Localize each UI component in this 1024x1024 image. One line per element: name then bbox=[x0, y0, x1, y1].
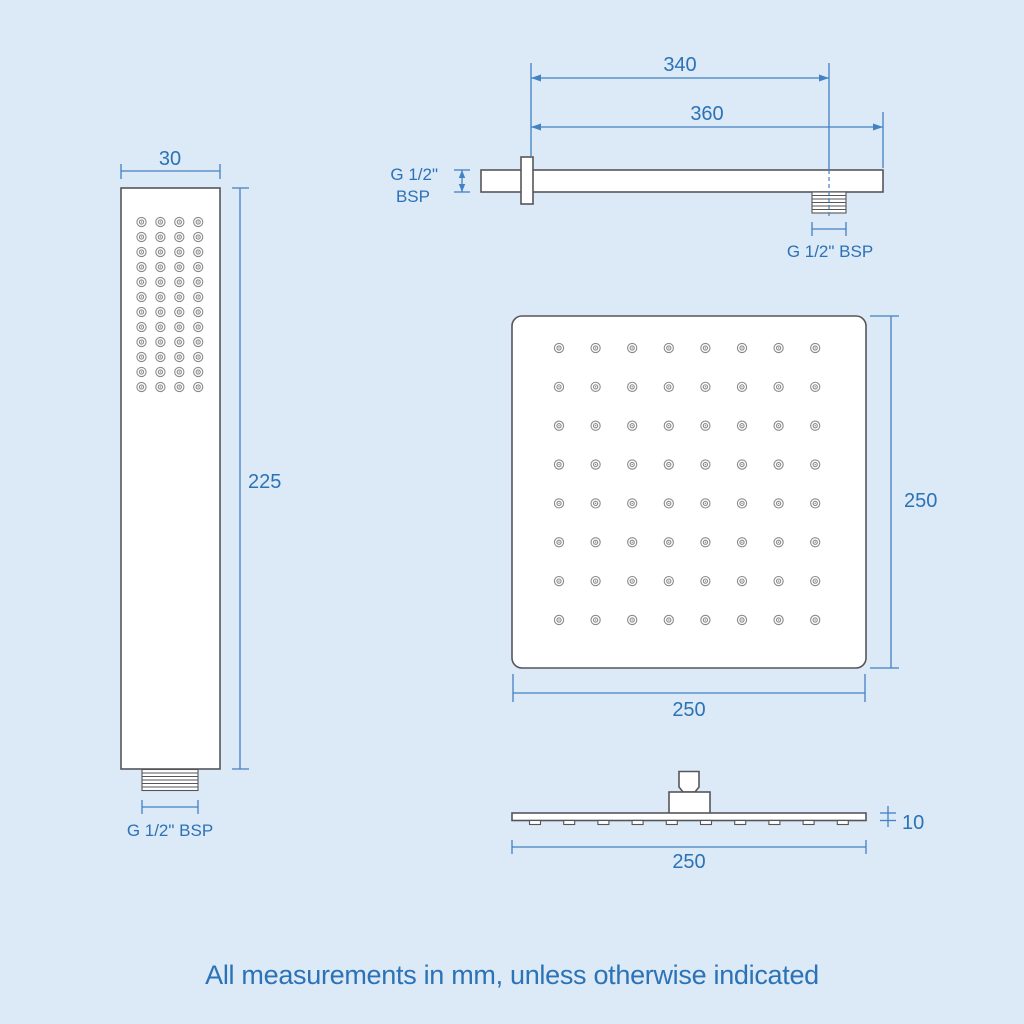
nozzle-tab bbox=[803, 821, 814, 825]
nozzle-icon bbox=[778, 425, 779, 426]
nozzle-icon bbox=[141, 356, 142, 357]
nozzle-icon bbox=[160, 266, 161, 267]
nozzle-icon bbox=[558, 347, 559, 348]
shower-head-plate bbox=[512, 316, 866, 668]
arm-inlet-dimension bbox=[390, 165, 470, 206]
nozzle-icon bbox=[160, 341, 161, 342]
nozzle-icon bbox=[778, 619, 779, 620]
head-thickness-dimension bbox=[880, 806, 924, 834]
nozzle-icon bbox=[668, 425, 669, 426]
nozzle-icon bbox=[558, 503, 559, 504]
hand-shower-connector-dimension bbox=[127, 800, 213, 840]
nozzle-icon bbox=[705, 347, 706, 348]
nozzle-icon bbox=[141, 281, 142, 282]
nozzle-icon bbox=[558, 425, 559, 426]
nozzle-icon bbox=[741, 425, 742, 426]
nozzle-icon bbox=[141, 236, 142, 237]
nozzle-icon bbox=[160, 386, 161, 387]
shower-arm-wall-flange bbox=[521, 157, 533, 204]
nozzle-icon bbox=[160, 326, 161, 327]
nozzle-icon bbox=[558, 542, 559, 543]
nozzle-icon bbox=[741, 386, 742, 387]
nozzle-icon bbox=[179, 311, 180, 312]
nozzle-icon bbox=[595, 619, 596, 620]
nozzle-icon bbox=[198, 236, 199, 237]
head-height-dimension bbox=[870, 316, 937, 668]
nozzle-tab bbox=[769, 821, 780, 825]
nozzle-icon bbox=[160, 236, 161, 237]
nozzle-icon bbox=[179, 326, 180, 327]
nozzle-icon bbox=[160, 371, 161, 372]
nozzle-icon bbox=[705, 619, 706, 620]
nozzle-icon bbox=[595, 503, 596, 504]
nozzle-icon bbox=[160, 311, 161, 312]
nozzle-icon bbox=[632, 503, 633, 504]
head-side-plate bbox=[512, 813, 866, 821]
head-height-label: 250 bbox=[904, 490, 938, 512]
head-side-width-dimension bbox=[512, 840, 866, 873]
nozzle-icon bbox=[595, 464, 596, 465]
nozzle-icon bbox=[778, 464, 779, 465]
nozzle-icon bbox=[198, 221, 199, 222]
nozzle-icon bbox=[668, 503, 669, 504]
nozzle-icon bbox=[141, 386, 142, 387]
nozzle-icon bbox=[778, 580, 779, 581]
nozzle-icon bbox=[198, 356, 199, 357]
nozzle-tab bbox=[632, 821, 643, 825]
nozzle-icon bbox=[705, 425, 706, 426]
measurement-note: All measurements in mm, unless otherwise indicated bbox=[205, 960, 819, 990]
nozzle-icon bbox=[179, 266, 180, 267]
nozzle-icon bbox=[595, 347, 596, 348]
nozzle-icon bbox=[558, 464, 559, 465]
nozzle-icon bbox=[595, 580, 596, 581]
hand-shower-length-label: 225 bbox=[248, 471, 282, 493]
shower-arm-view bbox=[390, 54, 883, 261]
nozzle-icon bbox=[778, 503, 779, 504]
nozzle-icon bbox=[179, 281, 180, 282]
nozzle-icon bbox=[198, 296, 199, 297]
nozzle-icon bbox=[741, 542, 742, 543]
nozzle-icon bbox=[160, 356, 161, 357]
nozzle-icon bbox=[595, 542, 596, 543]
nozzle-icon bbox=[141, 251, 142, 252]
nozzle-icon bbox=[705, 580, 706, 581]
hand-shower-body bbox=[121, 188, 220, 769]
head-side-width-label: 250 bbox=[672, 851, 706, 873]
head-width-dimension bbox=[513, 674, 865, 721]
nozzle-icon bbox=[558, 619, 559, 620]
nozzle-icon bbox=[632, 580, 633, 581]
nozzle-icon bbox=[741, 503, 742, 504]
nozzle-icon bbox=[632, 425, 633, 426]
arm-outlet-dimension bbox=[787, 222, 873, 261]
head-side-connector-block bbox=[669, 792, 710, 814]
nozzle-tab bbox=[564, 821, 575, 825]
nozzle-icon bbox=[595, 386, 596, 387]
nozzle-icon bbox=[198, 281, 199, 282]
nozzle-icon bbox=[668, 386, 669, 387]
nozzle-icon bbox=[668, 619, 669, 620]
shower-head-face-view bbox=[512, 316, 937, 721]
head-side-connector-neck bbox=[679, 772, 699, 793]
nozzle-icon bbox=[668, 542, 669, 543]
hand-shower-width-dimension bbox=[121, 148, 220, 179]
nozzle-icon bbox=[815, 386, 816, 387]
nozzle-icon bbox=[632, 619, 633, 620]
shower-arm-bar bbox=[481, 170, 883, 192]
nozzle-icon bbox=[705, 386, 706, 387]
nozzle-icon bbox=[179, 341, 180, 342]
head-width-label: 250 bbox=[672, 699, 706, 721]
nozzle-icon bbox=[141, 326, 142, 327]
nozzle-icon bbox=[198, 326, 199, 327]
nozzle-icon bbox=[741, 619, 742, 620]
nozzle-icon bbox=[632, 464, 633, 465]
nozzle-icon bbox=[815, 619, 816, 620]
nozzle-icon bbox=[179, 221, 180, 222]
nozzle-icon bbox=[815, 542, 816, 543]
nozzle-icon bbox=[141, 221, 142, 222]
nozzle-icon bbox=[198, 266, 199, 267]
nozzle-icon bbox=[179, 386, 180, 387]
nozzle-tab bbox=[530, 821, 541, 825]
hand-shower-connector-label: G 1/2" BSP bbox=[126, 821, 214, 840]
arm-340-dimension bbox=[531, 54, 829, 82]
arm-inlet-label-line1: G 1/2" bbox=[390, 165, 438, 184]
nozzle-icon bbox=[595, 425, 596, 426]
nozzle-icon bbox=[778, 386, 779, 387]
arm-360-dimension bbox=[531, 103, 883, 131]
nozzle-icon bbox=[179, 251, 180, 252]
nozzle-tab bbox=[666, 821, 677, 825]
arm-inlet-label-line2: BSP bbox=[395, 187, 430, 206]
nozzle-tab bbox=[837, 821, 848, 825]
nozzle-icon bbox=[778, 347, 779, 348]
nozzle-icon bbox=[815, 464, 816, 465]
nozzle-icon bbox=[179, 296, 180, 297]
nozzle-icon bbox=[160, 281, 161, 282]
nozzle-icon bbox=[558, 580, 559, 581]
nozzle-icon bbox=[668, 464, 669, 465]
nozzle-icon bbox=[198, 341, 199, 342]
arm-outlet-label: G 1/2" BSP bbox=[786, 242, 874, 261]
nozzle-icon bbox=[558, 386, 559, 387]
nozzle-icon bbox=[141, 371, 142, 372]
nozzle-icon bbox=[815, 347, 816, 348]
nozzle-icon bbox=[705, 464, 706, 465]
nozzle-icon bbox=[705, 503, 706, 504]
hand-shower-view bbox=[121, 148, 281, 840]
nozzle-icon bbox=[815, 580, 816, 581]
nozzle-tab bbox=[598, 821, 609, 825]
nozzle-icon bbox=[741, 464, 742, 465]
hand-shower-width-label: 30 bbox=[158, 148, 182, 170]
nozzle-icon bbox=[815, 425, 816, 426]
nozzle-icon bbox=[741, 580, 742, 581]
nozzle-icon bbox=[632, 347, 633, 348]
nozzle-icon bbox=[632, 542, 633, 543]
nozzle-icon bbox=[668, 580, 669, 581]
arm-340-label: 340 bbox=[663, 54, 697, 76]
nozzle-icon bbox=[160, 296, 161, 297]
head-thickness-label: 10 bbox=[902, 812, 925, 834]
nozzle-icon bbox=[160, 221, 161, 222]
nozzle-icon bbox=[632, 386, 633, 387]
nozzle-icon bbox=[198, 251, 199, 252]
nozzle-icon bbox=[198, 386, 199, 387]
nozzle-tab bbox=[735, 821, 746, 825]
nozzle-icon bbox=[741, 347, 742, 348]
nozzle-icon bbox=[160, 251, 161, 252]
nozzle-icon bbox=[179, 236, 180, 237]
nozzle-icon bbox=[141, 311, 142, 312]
nozzle-icon bbox=[141, 341, 142, 342]
nozzle-icon bbox=[141, 296, 142, 297]
nozzle-icon bbox=[705, 542, 706, 543]
nozzle-icon bbox=[198, 311, 199, 312]
nozzle-icon bbox=[815, 503, 816, 504]
nozzle-icon bbox=[179, 371, 180, 372]
nozzle-icon bbox=[778, 542, 779, 543]
nozzle-icon bbox=[179, 356, 180, 357]
nozzle-icon bbox=[668, 347, 669, 348]
nozzle-tab bbox=[701, 821, 712, 825]
shower-head-side-view bbox=[512, 772, 924, 874]
arm-360-label: 360 bbox=[690, 103, 724, 125]
nozzle-icon bbox=[198, 371, 199, 372]
nozzle-icon bbox=[141, 266, 142, 267]
hand-shower-length-dimension bbox=[232, 188, 281, 769]
